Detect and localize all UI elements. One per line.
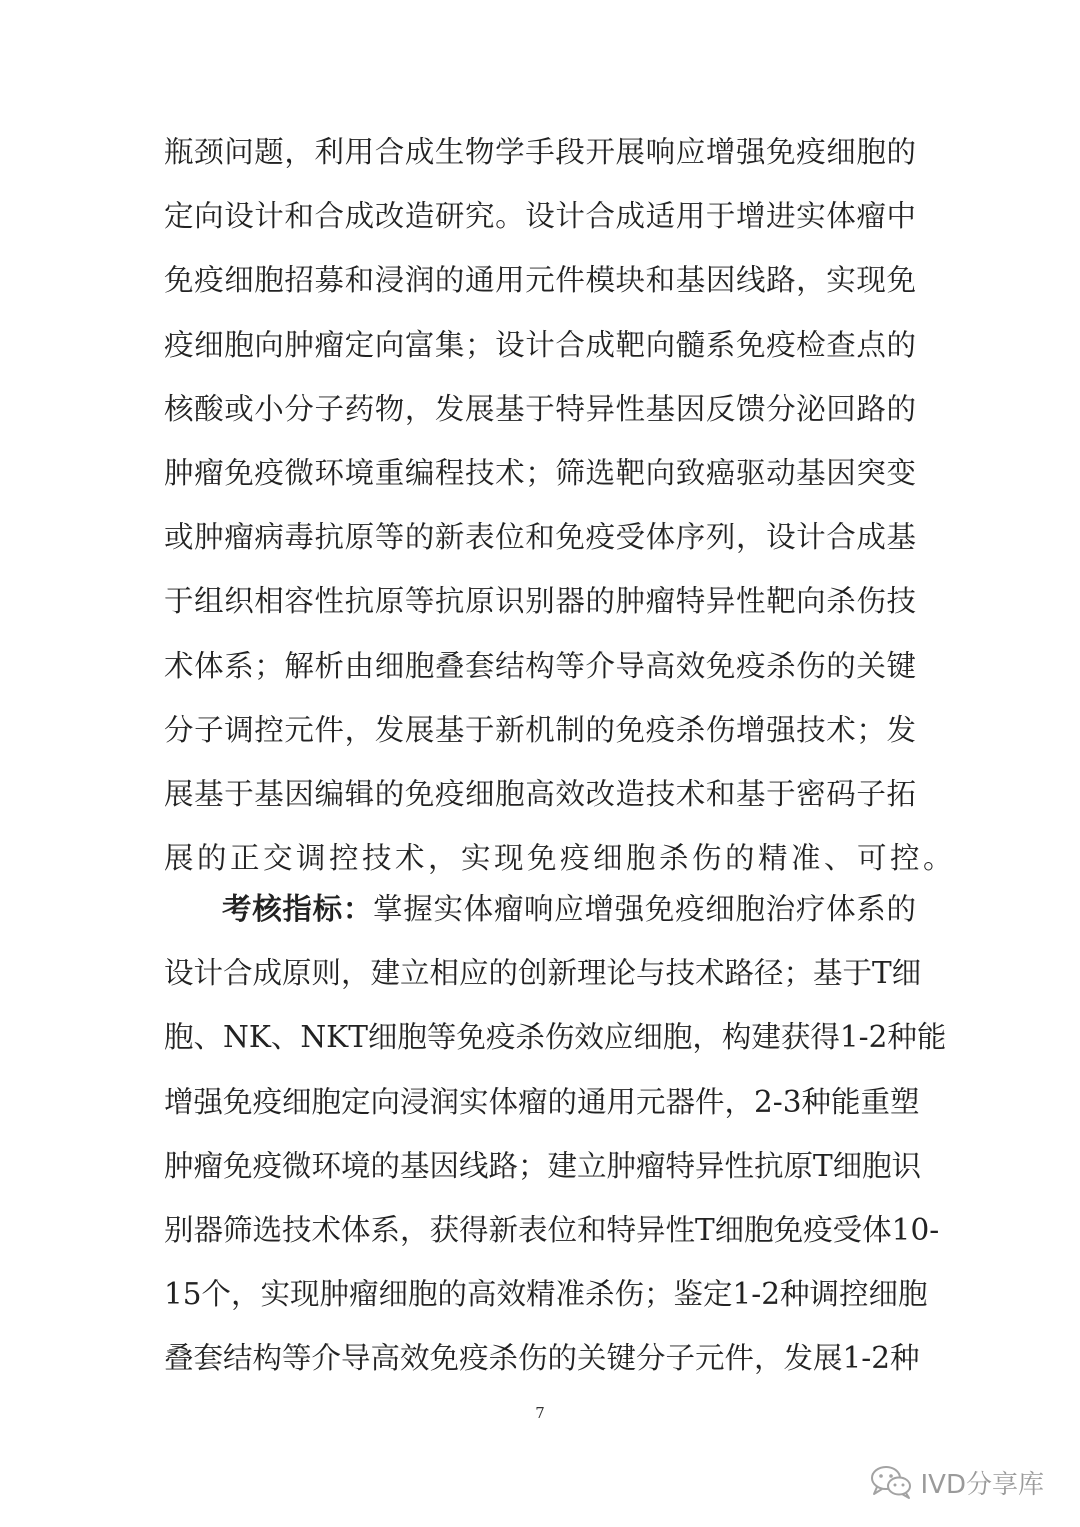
page-number: 7 [535, 1404, 545, 1422]
text-line: 展基于基因编辑的免疫细胞高效改造技术和基于密码子拓 [164, 776, 916, 811]
text-line: 术体系；解析由细胞叠套结构等介导高效免疫杀伤的关键 [164, 648, 916, 683]
text-line: 分子调控元件，发展基于新机制的免疫杀伤增强技术；发 [164, 712, 916, 747]
watermark [869, 1462, 1044, 1502]
assessment-label: 考核指标： [222, 891, 374, 926]
text-line: 或肿瘤病毒抗原等的新表位和免疫受体序列，设计合成基 [164, 520, 916, 555]
text-line: 于组织相容性抗原等抗原识别器的肿瘤特异性靶向杀伤技 [164, 584, 916, 619]
text-line: 设计合成原则，建立相应的创新理论与技术路径；基于T细 [164, 956, 922, 991]
text-line: 叠套结构等介导高效免疫杀伤的关键分子元件，发展1-2种 [164, 1341, 920, 1376]
text-line: 肿瘤免疫微环境的基因线路；建立肿瘤特异性抗原T细胞识 [164, 1148, 922, 1183]
text-line: 免疫细胞招募和浸润的通用元件模块和基因线路，实现免 [164, 263, 916, 298]
text-span: 掌握实体瘤响应增强免疫细胞治疗体系的 [373, 892, 916, 926]
text-line [164, 877, 916, 941]
text-line: 疫细胞向肿瘤定向富集；设计合成靶向髓系免疫检查点的 [164, 327, 916, 362]
text-line: 肿瘤免疫微环境重编程技术；筛选靶向致癌驱动基因突变 [164, 455, 916, 490]
text-line: 增强免疫细胞定向浸润实体瘤的通用元器件，2-3种能重塑 [164, 1084, 920, 1119]
watermark-text: IVD分享库 [920, 1469, 1044, 1500]
text-line: 定向设计和合成改造研究。设计合成适用于增进实体瘤中 [164, 199, 916, 234]
text-line: 核酸或小分子药物，发展基于特异性基因反馈分泌回路的 [164, 391, 916, 426]
paragraph-2 [164, 877, 947, 1391]
text-line: 胞、NK、NKT细胞等免疫杀伤效应细胞，构建获得1-2种能 [164, 1020, 947, 1055]
wechat-icon [869, 1464, 913, 1500]
text-line: 15个，实现肿瘤细胞的高效精准杀伤；鉴定1-2种调控细胞 [164, 1277, 928, 1312]
text-line: 展的正交调控技术，实现免疫细胞杀伤的精准、可控。 [164, 841, 957, 876]
text-line: 瓶颈问题，利用合成生物学手段开展响应增强免疫细胞的 [164, 135, 916, 169]
paragraph-1 [164, 120, 957, 890]
text-line: 别器筛选技术体系，获得新表位和特异性T细胞免疫受体10- [164, 1212, 940, 1247]
